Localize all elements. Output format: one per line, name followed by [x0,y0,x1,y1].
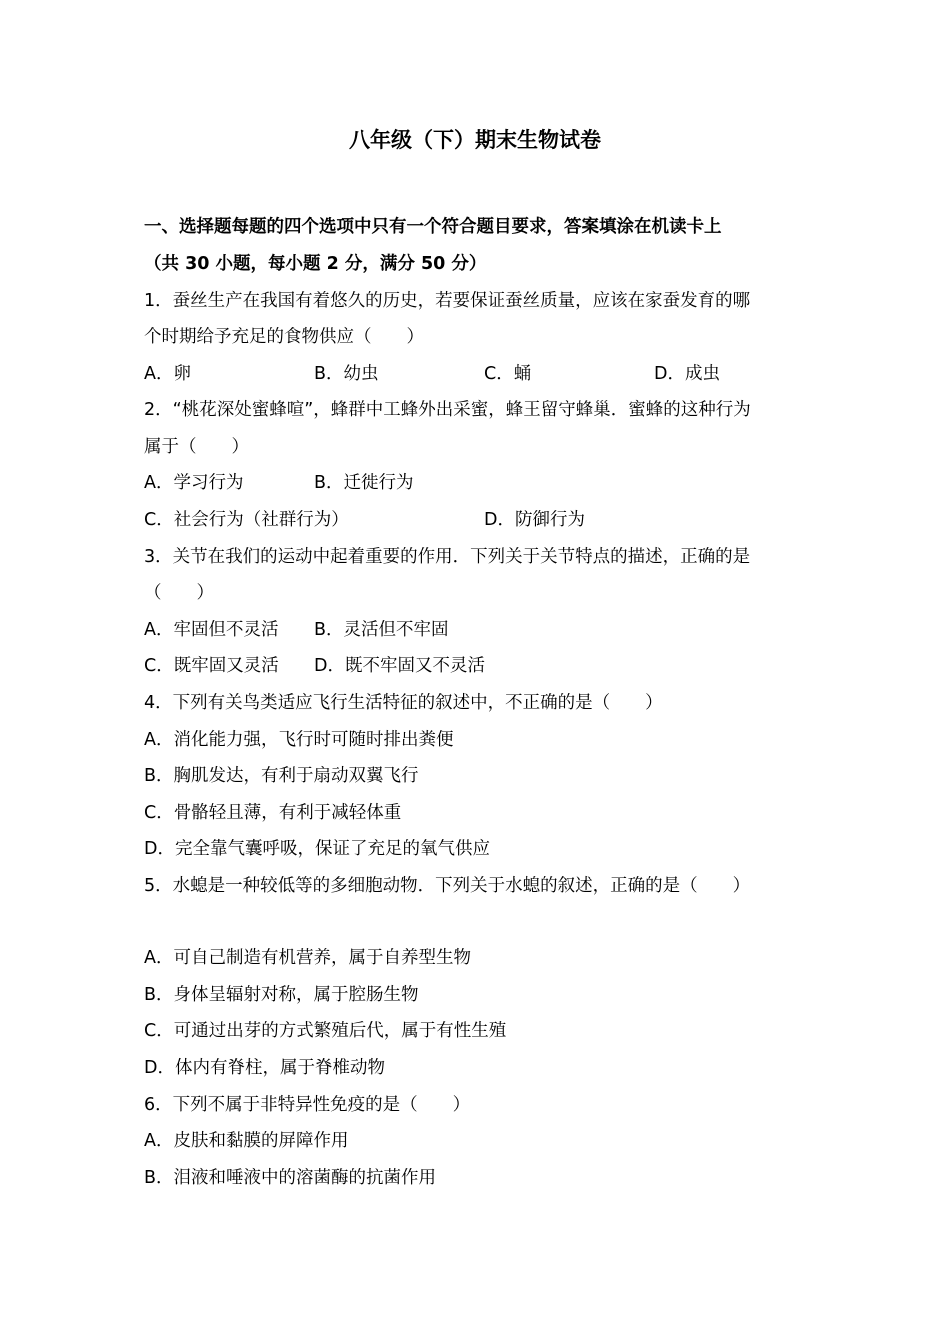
question-6-option-b[interactable]: B．泪液和唾液中的溶菌酶的抗菌作用 [144,1168,437,1188]
question-1-stem-line-1: 1．蚕丝生产在我国有着悠久的历史，若要保证蚕丝质量，应该在家蚕发育的哪 [144,291,751,311]
question-1-option-b[interactable]: B．幼虫 [314,364,379,384]
question-4-option-d[interactable]: D．完全靠气囊呼吸，保证了充足的氧气供应 [144,839,490,859]
question-6-option-a[interactable]: A．皮肤和黏膜的屏障作用 [144,1131,349,1151]
question-1-option-d[interactable]: D．成虫 [654,364,720,384]
question-1-stem-line-2: 个时期给予充足的食物供应（ ） [144,327,424,347]
question-1-option-a[interactable]: A．卵 [144,364,191,384]
question-1-option-c[interactable]: C．蛹 [484,364,532,384]
section-heading: 一、选择题每题的四个选项中只有一个符合题目要求，答案填涂在机读卡上 [144,217,722,237]
question-3-option-a[interactable]: A．牢固但不灵活 [144,620,279,640]
question-4-option-a[interactable]: A．消化能力强，飞行时可随时排出粪便 [144,730,454,750]
section-note: （共 30 小题，每小题 2 分，满分 50 分） [144,254,487,274]
question-4-option-c[interactable]: C．骨骼轻且薄，有利于减轻体重 [144,803,402,823]
question-3-option-d[interactable]: D．既不牢固又不灵活 [314,656,485,676]
question-2-stem-line-2: 属于（ ） [144,437,249,457]
question-2-option-b[interactable]: B．迁徙行为 [314,473,414,493]
question-2-stem-line-1: 2．“桃花深处蜜蜂喧”，蜂群中工蜂外出采蜜，蜂王留守蜂巢．蜜蜂的这种行为 [144,400,751,420]
question-5-stem: 5．水螅是一种较低等的多细胞动物．下列关于水螅的叙述，正确的是（ ） [144,876,751,896]
question-3-stem-line-2: （ ） [144,583,214,603]
question-2-option-d[interactable]: D．防御行为 [484,510,585,530]
question-5-option-d[interactable]: D．体内有脊柱，属于脊椎动物 [144,1058,385,1078]
question-4-option-b[interactable]: B．胸肌发达，有利于扇动双翼飞行 [144,766,419,786]
question-6-stem: 6．下列不属于非特异性免疫的是（ ） [144,1095,471,1115]
question-5-option-b[interactable]: B．身体呈辐射对称，属于腔肠生物 [144,985,419,1005]
question-2-option-c[interactable]: C．社会行为（社群行为） [144,510,349,530]
question-5-option-c[interactable]: C．可通过出芽的方式繁殖后代，属于有性生殖 [144,1021,507,1041]
question-3-stem-line-1: 3．关节在我们的运动中起着重要的作用．下列关于关节特点的描述，正确的是 [144,547,751,567]
question-2-option-a[interactable]: A．学习行为 [144,473,244,493]
question-3-option-b[interactable]: B．灵活但不牢固 [314,620,449,640]
question-4-stem: 4．下列有关鸟类适应飞行生活特征的叙述中，不正确的是（ ） [144,693,663,713]
question-3-option-c[interactable]: C．既牢固又灵活 [144,656,279,676]
question-5-option-a[interactable]: A．可自己制造有机营养，属于自养型生物 [144,948,471,968]
page-title: 八年级（下）期末生物试卷 [349,128,601,152]
